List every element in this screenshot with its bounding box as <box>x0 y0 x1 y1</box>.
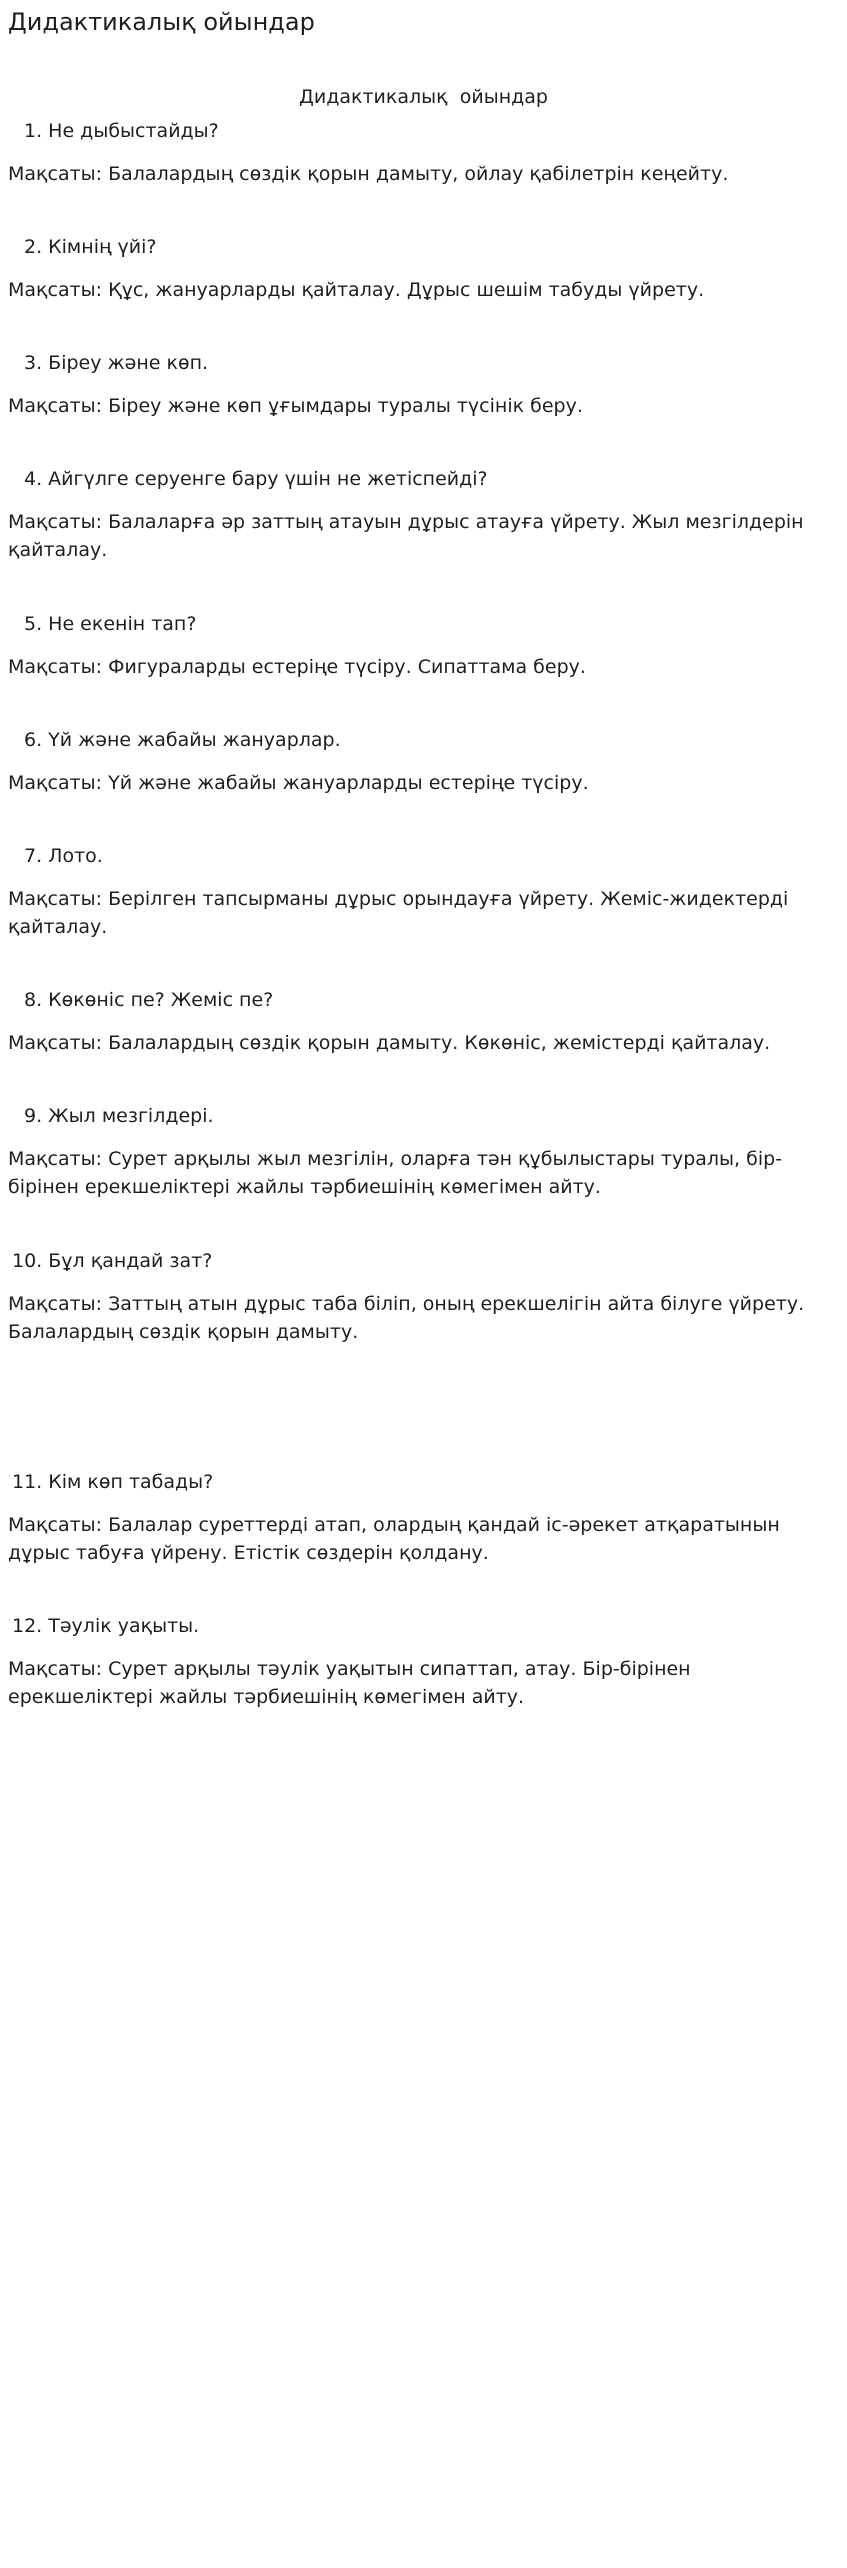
document-title: Дидактикалық ойындар <box>299 86 548 108</box>
game-goal: Мақсаты: Сурет арқылы жыл мезгілін, оларға тән құбылыстары туралы, бір-бірінен ерекшеліктері жайлы тәрбиешінің көмегімен айту. <box>8 1148 783 1198</box>
game-goal: Мақсаты: Үй және жабайы жануарларды естеріңе түсіру. <box>8 772 589 794</box>
page-heading: Дидактикалық ойындар <box>8 8 315 36</box>
game-goal: Мақсаты: Құс, жануарларды қайталау. Дұрыс шешім табуды үйрету. <box>8 279 705 301</box>
game-title: 3. Біреу және көп. <box>24 352 209 374</box>
game-title: 11. Кім көп табады? <box>12 1471 214 1493</box>
game-item <box>8 843 820 941</box>
game-title: 4. Айгүлге серуенге бару үшін не жетіспейді? <box>24 468 488 490</box>
game-item <box>8 1613 820 1711</box>
game-item <box>8 611 820 681</box>
game-title: 8. Көкөніс пе? Жеміс пе? <box>24 989 274 1011</box>
game-item <box>8 727 820 797</box>
game-title: 2. Кімнің үйі? <box>24 236 157 258</box>
game-goal: Мақсаты: Біреу және көп ұғымдары туралы түсінік беру. <box>8 395 583 417</box>
game-item <box>8 118 820 188</box>
game-goal: Мақсаты: Балаларға әр заттың атауын дұрыс атауға үйрету. Жыл мезгілдерін қайталау. <box>8 511 804 561</box>
game-title: 1. Не дыбыстайды? <box>24 120 219 142</box>
game-goal: Мақсаты: Сурет арқылы тәулік уақытын сипаттап, атау. Бір-бірінен ерекшеліктері жайлы тәрбиешінің көмегімен айту. <box>8 1658 691 1708</box>
game-item <box>8 234 820 304</box>
game-item <box>8 987 820 1057</box>
game-item <box>8 466 820 564</box>
game-title: 5. Не екенін тап? <box>24 613 197 635</box>
game-title: 7. Лото. <box>24 845 103 867</box>
game-title: 6. Үй және жабайы жануарлар. <box>24 729 341 751</box>
game-title: 12. Тәулік уақыты. <box>12 1615 200 1637</box>
game-goal: Мақсаты: Фигураларды естеріңе түсіру. Сипаттама беру. <box>8 656 586 678</box>
game-item <box>8 1469 820 1567</box>
game-goal: Мақсаты: Заттың атын дұрыс таба біліп, оның ерекшелігін айта білуге үйрету. Балалардың сөздік қорын дамыту. <box>8 1293 805 1343</box>
game-goal: Мақсаты: Балалардың сөздік қорын дамыту. Көкөніс, жемістерді қайталау. <box>8 1032 771 1054</box>
game-goal: Мақсаты: Берілген тапсырманы дұрыс орындауға үйрету. Жеміс-жидектерді қайталау. <box>8 888 789 938</box>
game-title: 9. Жыл мезгілдері. <box>24 1105 214 1127</box>
game-goal: Мақсаты: Балалар суреттерді атап, олардың қандай іс-әрекет атқаратынын дұрыс табуға үйрену. Етістік сөздерін қолдану. <box>8 1514 780 1564</box>
game-item <box>8 1103 820 1201</box>
game-goal: Мақсаты: Балалардың сөздік қорын дамыту, ойлау қабілетрін кеңейту. <box>8 163 729 185</box>
game-item <box>8 1248 820 1346</box>
game-item <box>8 350 820 420</box>
game-title: 10. Бұл қандай зат? <box>12 1250 213 1272</box>
